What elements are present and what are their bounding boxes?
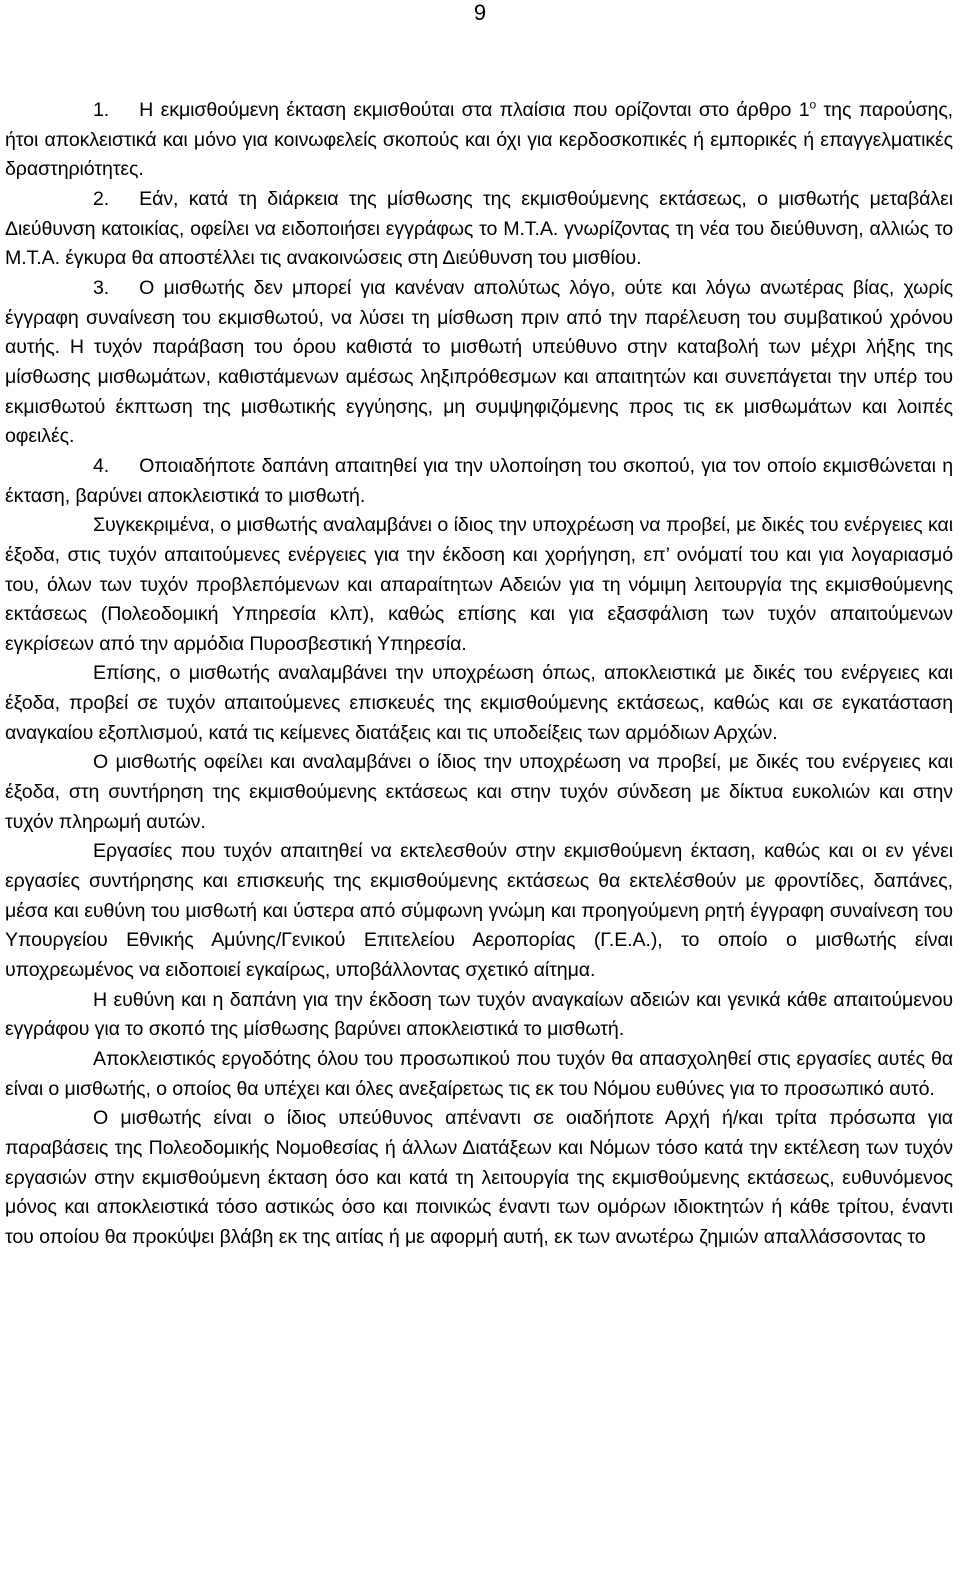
paragraph-number: 1.: [93, 99, 110, 121]
paragraph-text: Οποιαδήποτε δαπάνη απαιτηθεί για την υλοποίηση του σκοπού, για τον οποίο εκμισθώνεται η έκταση, βαρύνει αποκλειστικά το μισθωτή.: [5, 454, 953, 507]
paragraph-number: 3.: [93, 276, 110, 299]
page-number: 9: [473, 0, 487, 25]
paragraph-specifically: Συγκεκριμένα, ο μισθωτής αναλαμβάνει ο ίδιος την υποχρέωση να προβεί, με δικές του ενέργειες και έξοδα, στις τυχόν απαιτούμενες ενέργειες για την έκδοση και χορήγηση, επ’ ονόματί του και για λογαριασμό του, όλων των τυχόν προβλεπόμενων και απαραίτητων Αδειών για τη νόμιμη λειτουργία της εκμισθούμενης εκτάσεως (Πολεοδομική Υπηρεσία κλπ), καθώς επίσης και για εξασφάλιση των τυχόν απαιτούμενων εγκρίσεων από την αρμόδια Πυροσβεστική Υπηρεσία.: [5, 514, 953, 655]
paragraph-maintenance: Ο μισθωτής οφείλει και αναλαμβάνει ο ίδιος την υποχρέωση να προβεί, με δικές του ενέργειες και έξοδα, στη συντήρηση της εκμισθούμενης εκτάσεως και στην τυχόν σύνδεση με δίκτυα ευκολιών και στην τυχόν πληρωμή αυτών.: [5, 751, 953, 833]
paragraph-number: 4.: [93, 454, 110, 477]
paragraph-number: 2.: [93, 187, 110, 210]
paragraph-text: της παρούσης, ήτοι αποκλειστικά και μόνο για κοινωφελείς σκοπούς και όχι για κερδοσκοπικές ή εμπορικές ή επαγγελματικές δραστηριότητες.: [5, 99, 954, 181]
paragraph-responsibility: Ο μισθωτής είναι ο ίδιος υπεύθυνος απέναντι σε οιαδήποτε Αρχή ή/και τρίτα πρόσωπα για παραβάσεις της Πολεοδομικής Νομοθεσίας ή άλλων Διατάξεων και Νόμων τόσο κατά την εκτέλεση των τυχόν εργασιών στην εκμισθούμενη έκταση όσο και κατά τη λειτουργία της εκμισθούμενης εκτάσεως, ευθυνόμενος μόνος και αποκλειστικά τόσο αστικώς όσο και ποινικώς έναντι των ομόρων ιδιοκτητών ή κάθε τρίτου, έναντι του οποίου θα προκύψει βλάβη εκ της αιτίας ή με αφορμή αυτή, εκ των ανωτέρω ζημιών απαλλάσσοντας το: [5, 1107, 953, 1248]
paragraph-text: Η εκμισθούμενη έκταση εκμισθούται στα πλαίσια που ορίζονται στο άρθρο 1: [139, 99, 810, 121]
paragraph-works: Εργασίες που τυχόν απαιτηθεί να εκτελεσθούν στην εκμισθούμενη έκταση, καθώς και οι εν γένει εργασίες συντήρησης και επισκευής της εκμισθούμενης εκτάσεως θα εκτελέσθούν με φροντίδες, δαπάνες, μέσα και ευθύνη του μισθωτή και ύστερα από σύμφωνη γνώμη και προηγούμενη ρητή έγγραφη συναίνεση του Υπουργείου Εθνικής Αμύνης/Γενικού Επιτελείου Αεροπορίας (Γ.Ε.Α.), το οποίο ο μισθωτής είναι υποχρεωμένος να ειδοποιεί εγκαίρως, υποβάλλοντας σχετικό αίτημα.: [5, 840, 953, 982]
paragraph-text: Εάν, κατά τη διάρκεια της μίσθωσης της εκμισθούμενης εκτάσεως, ο μισθωτής μεταβάλει Διεύθυνση κατοικίας, οφείλει να ειδοποιήσει εγγράφως το Μ.Τ.Α. γνωρίζοντας τη νέα του διεύθυνση, αλλιώς το Μ.Τ.Α. έγκυρα θα αποστέλλει τις ανακοινώσεις στη Διεύθυνση του μισθίου.: [5, 187, 953, 270]
superscript: ο: [809, 97, 817, 112]
paragraph-text: Ο μισθωτής δεν μπορεί για κανέναν απολύτως λόγο, ούτε και λόγω ανωτέρας βίας, χωρίς έγγραφη συναίνεση του εκμισθωτού, να λύσει τη μίσθωση πριν από την παρέλευση του συμβατικού χρόνου αυτής. Η τυχόν παράβαση του όρου καθιστά το μισθωτή υπεύθυνο στην καταβολή των μέχρι λήξης της μίσθωσης μισθωμάτων, καθιστάμενων αμέσως ληξιπρόθεσμων και απαιτητών και συνεπάγεται την υπέρ του εκμισθωτού έκπτωση της μισθωτικής εγγύησης, μη συμψηφιζόμενης προς τις εκ μισθωμάτων και λοιπές οφειλές.: [5, 276, 953, 448]
paragraph-also: Επίσης, ο μισθωτής αναλαμβάνει την υποχρέωση όπως, αποκλειστικά με δικές του ενέργειες και έξοδα, προβεί σε τυχόν απαιτούμενες επισκευές της εκμισθούμενης εκτάσεως, καθώς και σε εγκατάσταση αναγκαίου εξοπλισμού, κατά τις κείμενες διατάξεις και τις υποδείξεις των αρμόδιων Αρχών.: [5, 662, 953, 744]
paragraph-liability-permits: Η ευθύνη και η δαπάνη για την έκδοση των τυχόν αναγκαίων αδειών και γενικά κάθε απαιτούμενου εγγράφου για το σκοπό της μίσθωσης βαρύνει αποκλειστικά το μισθωτή.: [5, 988, 953, 1041]
document-body: [5, 96, 953, 1253]
paragraph-1: [5, 96, 953, 185]
paragraph-3: [5, 274, 953, 452]
paragraph-4: [5, 452, 953, 511]
paragraph-employer: Αποκλειστικός εργοδότης όλου του προσωπικού που τυχόν θα απασχοληθεί στις εργασίες αυτές θα είναι ο μισθωτής, ο οποίος θα υπέχει και όλες ανεξαίρετως τις εκ του Νόμου ευθύνες για το προσωπικό αυτό.: [5, 1048, 953, 1100]
paragraph-2: [5, 185, 953, 274]
